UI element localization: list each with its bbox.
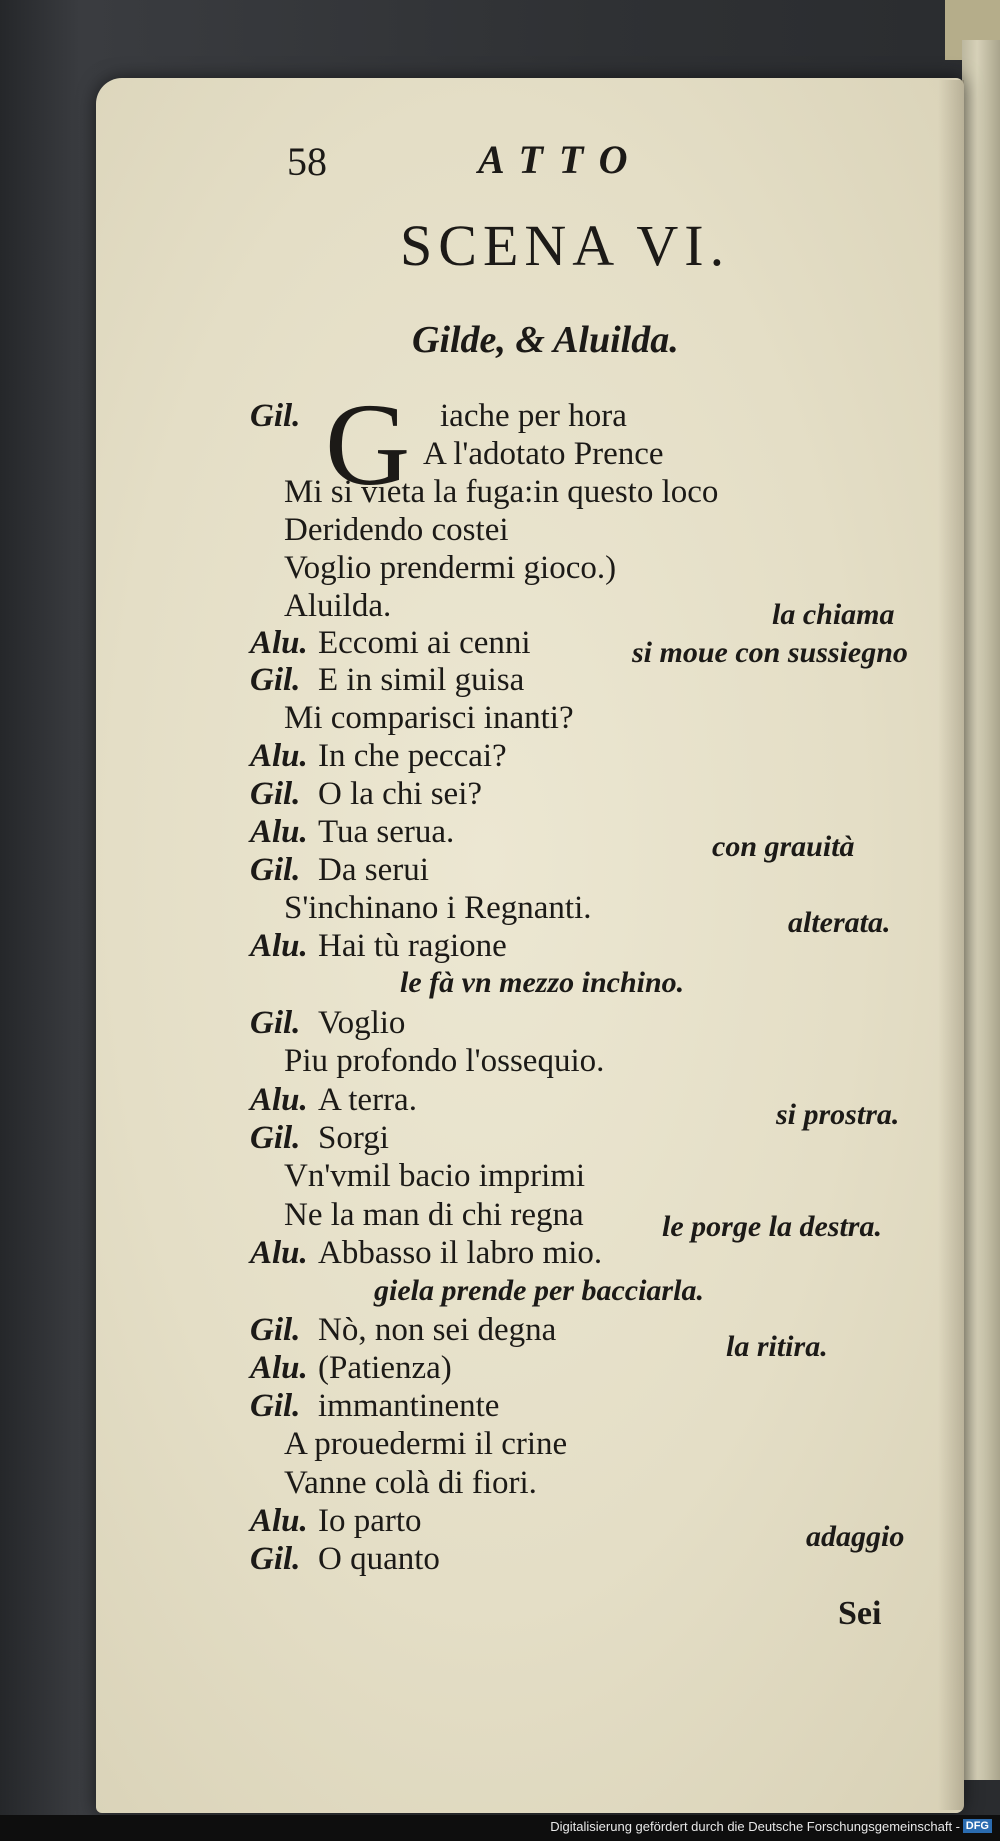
stage-direction: adaggio	[806, 1520, 905, 1553]
verse-line: S'inchinano i Regnanti.	[284, 890, 592, 926]
funding-credit: Digitalisierung gefördert durch die Deutsche Forschungsgemeinschaft -	[550, 1819, 960, 1834]
stage-direction: si prostra.	[776, 1098, 900, 1131]
verse-line: Eccomi ai cenni	[318, 625, 531, 661]
verse-line: Abbasso il labro mio.	[318, 1235, 603, 1271]
verse-line: In che peccai?	[318, 738, 507, 774]
stage-direction: si moue con sussiegno	[632, 636, 908, 669]
verse-line: Io parto	[318, 1503, 422, 1539]
verse-line: O la chi sei?	[318, 776, 483, 812]
character-list: Gilde, & Aluilda.	[412, 319, 679, 361]
verse-line: Deridendo costei	[284, 512, 509, 548]
verse-line: Voglio prendermi gioco.)	[284, 550, 617, 586]
speaker-label: Alu.	[250, 625, 308, 661]
speaker-label: Gil.	[250, 1388, 301, 1424]
stage-direction: alterata.	[788, 906, 891, 939]
stage-direction: le fà vn mezzo inchino.	[400, 966, 685, 999]
verse-line: E in simil guisa	[318, 662, 525, 698]
speaker-label: Gil.	[250, 398, 301, 434]
speaker-label: Alu.	[250, 1350, 308, 1386]
running-head: ATTO	[478, 137, 644, 182]
page-number: 58	[287, 139, 327, 184]
verse-line: A l'adotato Prence	[423, 436, 664, 472]
speaker-label: Alu.	[250, 814, 308, 850]
verse-line: O quanto	[318, 1541, 440, 1577]
speaker-label: Gil.	[250, 662, 301, 698]
speaker-label: Gil.	[250, 852, 301, 888]
stage-direction: le porge la destra.	[662, 1210, 882, 1243]
stage-direction: con grauità	[712, 830, 855, 863]
speaker-label: Gil.	[250, 776, 301, 812]
drop-cap: G	[325, 379, 411, 510]
verse-line: immantinente	[318, 1388, 500, 1424]
stage-direction: la ritira.	[726, 1330, 828, 1363]
verse-line: A prouedermi il crine	[284, 1426, 568, 1462]
verse-line: Mi si vieta la fuga:in questo loco	[284, 474, 719, 510]
verse-line: Nò, non sei degna	[318, 1312, 557, 1348]
verse-line: Hai tù ragione	[318, 928, 507, 964]
speaker-label: Alu.	[250, 1503, 308, 1539]
dfg-logo: DFG	[963, 1819, 992, 1833]
verse-line: Piu profondo l'ossequio.	[284, 1043, 605, 1079]
verse-line: Mi comparisci inanti?	[284, 700, 574, 736]
speaker-label: Alu.	[250, 1082, 308, 1118]
speaker-label: Gil.	[250, 1005, 301, 1041]
page-gutter-shadow	[938, 80, 964, 1810]
verse-line: Voglio	[318, 1005, 406, 1041]
verse-line: Tua serua.	[318, 814, 455, 850]
stage-direction: giela prende per bacciarla.	[374, 1274, 704, 1307]
verse-line: Vanne colà di fiori.	[284, 1465, 537, 1501]
speaker-label: Gil.	[250, 1541, 301, 1577]
verse-line: Sorgi	[318, 1120, 389, 1156]
verse-line: Aluilda.	[284, 588, 392, 624]
verse-line: (Patienza)	[318, 1350, 452, 1386]
verse-line: Da serui	[318, 852, 429, 888]
verse-line: Ne la man di chi regna	[284, 1197, 584, 1233]
adjacent-page-edge	[962, 40, 1000, 1780]
verse-line: Vn'vmil bacio imprimi	[284, 1158, 586, 1194]
speaker-label: Alu.	[250, 1235, 308, 1271]
stage-direction: la chiama	[772, 598, 895, 631]
speaker-label: Alu.	[250, 738, 308, 774]
scene-title: SCENA VI.	[400, 213, 731, 278]
speaker-label: Alu.	[250, 928, 308, 964]
speaker-label: Gil.	[250, 1312, 301, 1348]
verse-line: iache per hora	[440, 398, 627, 434]
catchword: Sei	[838, 1595, 882, 1632]
speaker-label: Gil.	[250, 1120, 301, 1156]
verse-line: A terra.	[318, 1082, 417, 1118]
